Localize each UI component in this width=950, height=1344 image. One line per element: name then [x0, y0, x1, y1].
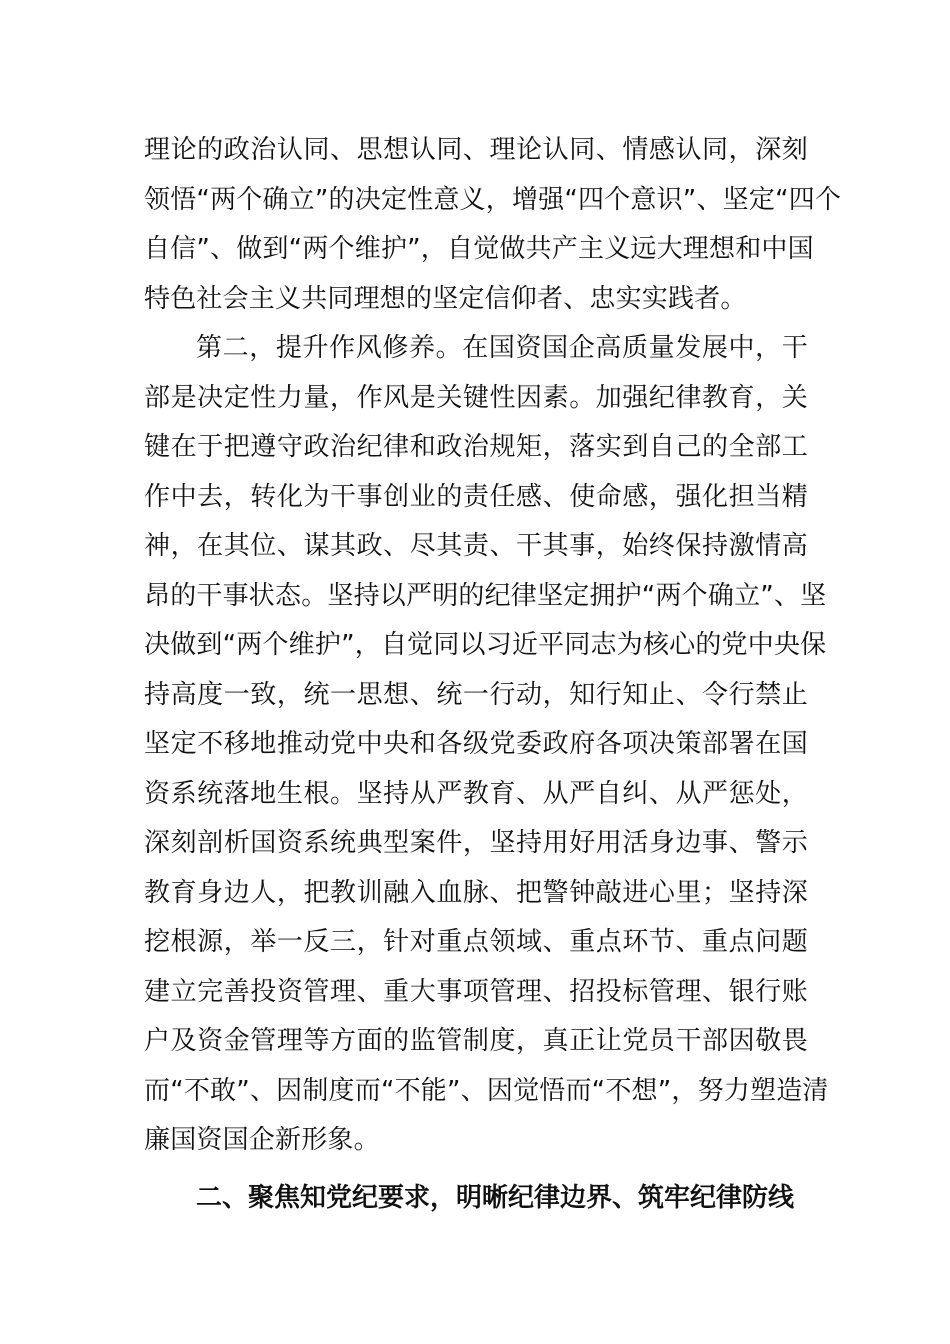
paragraph-line: 教育身边人，把教训融入血脉、把警钟敲进心里；坚持深	[144, 877, 808, 908]
paragraph-line: 昂的干事状态。坚持以严明的纪律坚定拥护“两个确立”、坚	[144, 580, 827, 611]
paragraph-line: 自信”、做到“两个维护”，自觉做共产主义远大理想和中国	[144, 234, 814, 264]
body-text	[144, 126, 842, 1166]
paragraph-line: 资系统落地生根。坚持从严教育、从严自纠、从严惩处，	[144, 778, 808, 809]
paragraph-line: 深刻剖析国资系统典型案件，坚持用好用活身边事、警示	[144, 828, 808, 858]
paragraph-line: 户及资金管理等方面的监管制度，真正让党员干部因敬畏	[144, 1026, 808, 1056]
paragraph-line: 而“不敢”、因制度而“不能”、因觉悟而“不想”，努力塑造清	[144, 1075, 829, 1106]
paragraph-line: 廉国资国企新形象。	[144, 1125, 380, 1155]
paragraph-line: 特色社会主义共同理想的坚定信仰者、忠实实践者。	[144, 283, 747, 314]
paragraph-line: 作中去，转化为干事创业的责任感、使命感，强化担当精	[144, 481, 808, 512]
paragraph-line: 部是决定性力量，作风是关键性因素。加强纪律教育，关	[144, 382, 808, 413]
paragraph-line: 键在于把遵守政治纪律和政治规矩，落实到自己的全部工	[144, 432, 808, 462]
paragraph-line: 第二，提升作风修养。在国资国企高质量发展中，干	[196, 333, 808, 363]
section-heading: 二、聚焦知党纪要求，明晰纪律边界、筑牢纪律防线	[196, 1183, 795, 1213]
paragraph-line: 决做到“两个维护”，自觉同以习近平同志为核心的党中央保	[144, 630, 827, 660]
paragraph-line: 神，在其位、谋其政、尽其责、干其事，始终保持激情高	[144, 531, 808, 561]
paragraph-line: 建立完善投资管理、重大事项管理、招投标管理、银行账	[144, 976, 808, 1007]
paragraph-line: 领悟“两个确立”的决定性意义，增强“四个意识”、坚定“四个	[144, 184, 842, 215]
paragraph-line: 坚定不移地推动党中央和各级党委政府各项决策部署在国	[144, 729, 808, 759]
paragraph-line: 理论的政治认同、思想认同、理论认同、情感认同，深刻	[144, 135, 808, 165]
paragraph-line: 持高度一致，统一思想、统一行动，知行知止、令行禁止	[144, 679, 808, 710]
paragraph-line: 挖根源，举一反三，针对重点领域、重点环节、重点问题	[144, 927, 808, 957]
